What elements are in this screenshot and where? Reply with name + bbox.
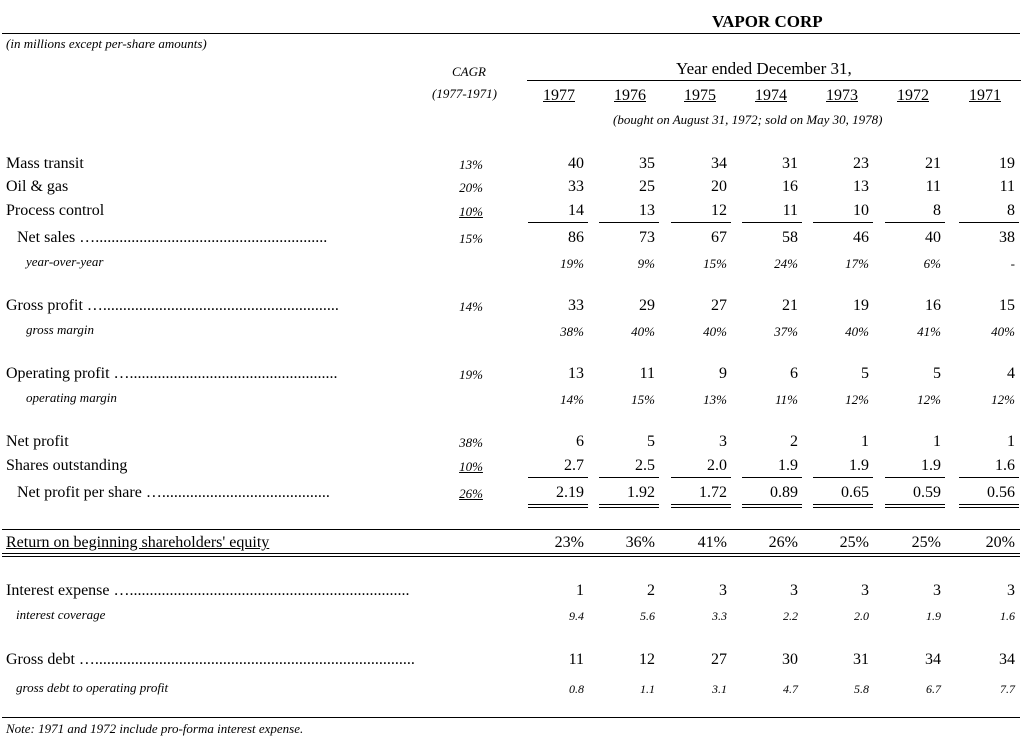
row-value: 16 [782, 178, 798, 195]
row-label: Net profit per share ….......................................... [17, 484, 330, 501]
year-header-6: 1971 [969, 87, 1001, 104]
row-value: 11% [775, 392, 798, 407]
row-value: 12% [991, 392, 1015, 407]
year-header-3: 1974 [755, 87, 787, 104]
row-value: 36% [625, 534, 655, 551]
value-underline [959, 504, 1019, 508]
row-value: 40 [925, 229, 941, 246]
row-value: 14% [560, 392, 584, 407]
row-value: 1 [1007, 433, 1015, 450]
row-value: 21 [925, 155, 941, 172]
year-header-2: 1975 [684, 87, 716, 104]
row-value: 2 [790, 433, 798, 450]
roe-bottom-rule [2, 553, 1020, 557]
title-rule [2, 33, 1020, 34]
units-note: (in millions except per-share amounts) [6, 36, 207, 51]
row-value: 20 [711, 178, 727, 195]
row-label: operating margin [26, 390, 117, 405]
row-value: 17% [845, 256, 869, 271]
row-label: Operating profit ….................................................... [6, 365, 338, 382]
value-underline [885, 222, 945, 223]
row-label: Process control [6, 202, 105, 219]
cagr-header: CAGR [452, 64, 486, 79]
row-value: 1.72 [699, 484, 727, 501]
row-cagr: 13% [459, 157, 483, 172]
footnote-rule [2, 717, 1020, 718]
value-underline [599, 222, 659, 223]
row-value: 5 [933, 365, 941, 382]
row-value: 1.9 [778, 457, 798, 474]
row-label: Gross debt …................................................................................ [6, 651, 415, 668]
row-label: gross margin [26, 322, 95, 337]
value-underline [528, 504, 588, 508]
row-label: gross debt to operating profit [16, 680, 169, 695]
row-value: 3 [861, 582, 869, 599]
row-value: 46 [853, 229, 869, 246]
row-value: 34 [711, 155, 727, 172]
row-value: 15% [631, 392, 655, 407]
row-value: 19 [853, 297, 869, 314]
footnote: Note: 1971 and 1972 include pro-forma interest expense. [6, 721, 304, 736]
row-value: 0.65 [841, 484, 869, 501]
row-value: 3 [719, 582, 727, 599]
year-header-5: 1972 [897, 87, 929, 104]
row-value: 27 [711, 651, 727, 668]
row-value: 38% [560, 324, 584, 339]
year-header-1: 1976 [614, 87, 646, 104]
row-value: 38 [999, 229, 1015, 246]
row-value: 4 [1007, 365, 1015, 382]
row-value: 21 [782, 297, 798, 314]
value-underline [742, 222, 802, 223]
row-cagr: 10% [459, 459, 483, 474]
row-value: - [1010, 256, 1015, 271]
row-value: 2.0 [707, 457, 727, 474]
row-label: Oil & gas [6, 178, 69, 195]
row-value: 25% [911, 534, 941, 551]
row-value: 12 [639, 651, 655, 668]
row-value: 11 [782, 202, 798, 219]
row-value: 1 [861, 433, 869, 450]
row-value: 67 [711, 229, 727, 246]
row-value: 19% [560, 256, 584, 271]
row-label: Gross profit …........................................................... [6, 297, 339, 314]
row-value: 1.9 [926, 609, 941, 623]
row-value: 12 [711, 202, 727, 219]
row-cagr: 10% [459, 204, 483, 219]
value-underline [599, 477, 659, 478]
row-value: 16 [925, 297, 941, 314]
row-value: 9.4 [569, 609, 584, 623]
row-value: 2.5 [635, 457, 655, 474]
row-label: year-over-year [26, 254, 104, 269]
row-value: 7.7 [1000, 682, 1015, 696]
row-value: 11 [999, 178, 1015, 195]
row-value: 11 [925, 178, 941, 195]
year-header: Year ended December 31, [676, 59, 852, 78]
row-value: 30 [782, 651, 798, 668]
row-value: 0.89 [770, 484, 798, 501]
cagr-period: (1977-1971) [432, 86, 497, 101]
row-value: 0.8 [569, 682, 584, 696]
row-value: 37% [774, 324, 798, 339]
value-underline [671, 222, 731, 223]
row-value: 29 [639, 297, 655, 314]
row-value: 3.3 [712, 609, 727, 623]
row-label: Return on beginning shareholders' equity [6, 534, 270, 551]
year-header-4: 1973 [826, 87, 858, 104]
year-header-rule [527, 80, 1021, 81]
value-underline [959, 222, 1019, 223]
row-value: 11 [639, 365, 655, 382]
row-value: 40% [631, 324, 655, 339]
row-value: 73 [639, 229, 655, 246]
row-value: 6 [576, 433, 584, 450]
row-value: 40% [991, 324, 1015, 339]
row-value: 1.92 [627, 484, 655, 501]
row-value: 2.2 [783, 609, 798, 623]
row-label: interest coverage [16, 607, 106, 622]
row-label: Net profit [6, 433, 69, 450]
row-value: 34 [999, 651, 1015, 668]
row-value: 31 [853, 651, 869, 668]
value-underline [742, 477, 802, 478]
row-value: 3 [719, 433, 727, 450]
row-value: 14 [568, 202, 584, 219]
row-value: 8 [933, 202, 941, 219]
row-cagr: 38% [459, 435, 483, 450]
row-value: 5.6 [640, 609, 655, 623]
row-value: 13 [568, 365, 584, 382]
row-value: 10 [853, 202, 869, 219]
row-value: 86 [568, 229, 584, 246]
row-value: 3 [1007, 582, 1015, 599]
row-value: 1.9 [849, 457, 869, 474]
value-underline [885, 477, 945, 478]
row-value: 33 [568, 297, 584, 314]
row-value: 40 [568, 155, 584, 172]
value-underline [813, 504, 873, 508]
row-label: Net sales ….......................................................... [17, 229, 328, 246]
row-value: 34 [925, 651, 941, 668]
row-value: 5 [861, 365, 869, 382]
row-value: 31 [782, 155, 798, 172]
row-value: 0.56 [987, 484, 1015, 501]
row-value: 5 [647, 433, 655, 450]
row-value: 20% [985, 534, 1015, 551]
row-label: Interest expense …...................................................................... [6, 582, 410, 599]
row-cagr: 14% [459, 299, 483, 314]
row-value: 6% [923, 256, 941, 271]
row-value: 26% [768, 534, 798, 551]
value-underline [813, 477, 873, 478]
row-cagr: 19% [459, 367, 483, 382]
row-value: 13% [703, 392, 727, 407]
value-underline [528, 477, 588, 478]
row-value: 25% [839, 534, 869, 551]
value-underline [742, 504, 802, 508]
row-value: 40% [845, 324, 869, 339]
row-value: 2.19 [556, 484, 584, 501]
row-value: 25 [639, 178, 655, 195]
row-cagr: 15% [459, 231, 483, 246]
row-value: 41% [917, 324, 941, 339]
ownership-note: (bought on August 31, 1972; sold on May 30, 1978) [613, 112, 883, 127]
company-title: VAPOR CORP [712, 12, 823, 31]
row-value: 23% [554, 534, 584, 551]
row-label: Mass transit [6, 155, 84, 172]
row-value: 15 [999, 297, 1015, 314]
row-value: 4.7 [783, 682, 798, 696]
row-value: 5.8 [854, 682, 869, 696]
value-underline [959, 477, 1019, 478]
year-header-0: 1977 [543, 87, 575, 104]
row-value: 1.9 [921, 457, 941, 474]
row-value: 12% [917, 392, 941, 407]
row-value: 1 [933, 433, 941, 450]
row-value: 40% [703, 324, 727, 339]
row-value: 0.59 [913, 484, 941, 501]
row-value: 2.7 [564, 457, 584, 474]
row-value: 1.6 [995, 457, 1015, 474]
row-value: 12% [845, 392, 869, 407]
row-value: 27 [711, 297, 727, 314]
row-value: 6 [790, 365, 798, 382]
row-value: 1.6 [1000, 609, 1015, 623]
row-value: 3 [933, 582, 941, 599]
row-value: 3.1 [712, 682, 727, 696]
value-underline [885, 504, 945, 508]
row-value: 13 [853, 178, 869, 195]
value-underline [671, 504, 731, 508]
value-underline [671, 477, 731, 478]
row-value: 58 [782, 229, 798, 246]
row-value: 11 [568, 651, 584, 668]
row-value: 3 [790, 582, 798, 599]
row-value: 15% [703, 256, 727, 271]
row-value: 35 [639, 155, 655, 172]
row-value: 19 [999, 155, 1015, 172]
row-value: 13 [639, 202, 655, 219]
row-value: 41% [697, 534, 727, 551]
row-value: 2.0 [854, 609, 869, 623]
row-value: 1.1 [640, 682, 655, 696]
row-label: Shares outstanding [6, 457, 128, 474]
row-value: 1 [576, 582, 584, 599]
row-cagr: 26% [459, 486, 483, 501]
row-value: 9% [637, 256, 655, 271]
row-value: 9 [719, 365, 727, 382]
row-value: 8 [1007, 202, 1015, 219]
row-value: 24% [774, 256, 798, 271]
value-underline [528, 222, 588, 223]
value-underline [813, 222, 873, 223]
row-value: 23 [853, 155, 869, 172]
value-underline [599, 504, 659, 508]
roe-top-rule [2, 529, 1020, 530]
row-value: 33 [568, 178, 584, 195]
row-cagr: 20% [459, 180, 483, 195]
row-value: 2 [647, 582, 655, 599]
row-value: 6.7 [926, 682, 941, 696]
